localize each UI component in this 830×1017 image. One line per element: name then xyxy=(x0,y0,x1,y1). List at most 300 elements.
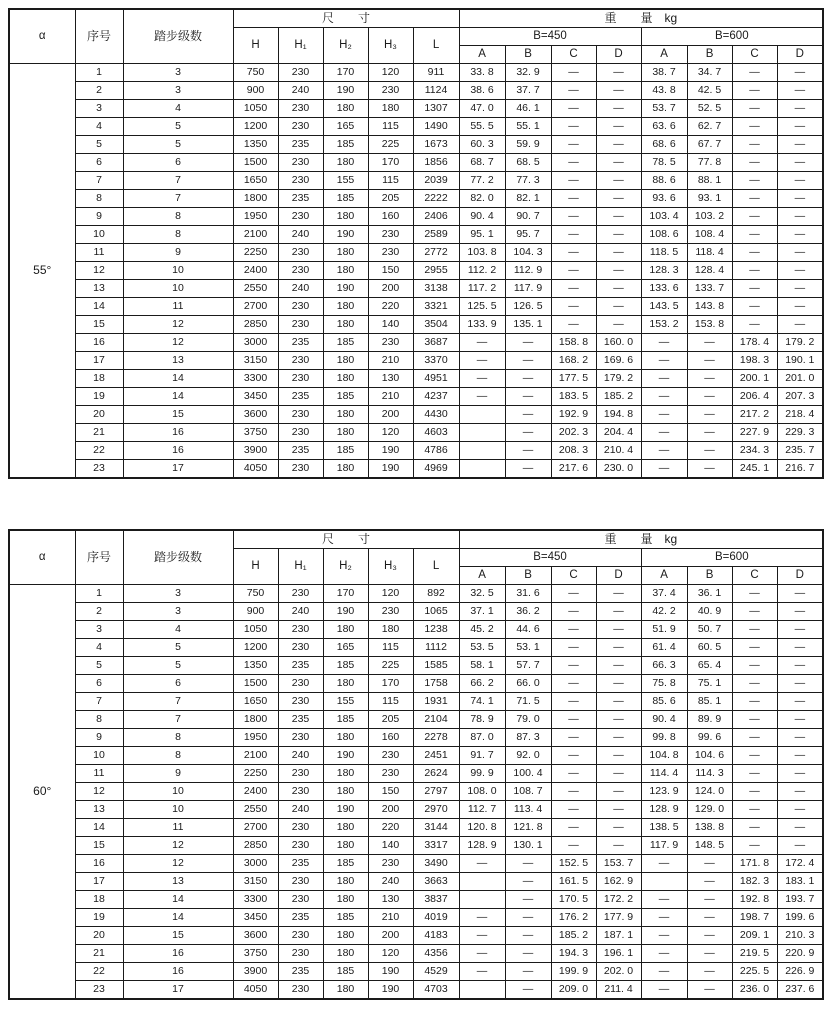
cell: 9 xyxy=(123,244,233,262)
cell: — xyxy=(641,909,687,927)
col-L: L xyxy=(413,549,459,585)
cell: 171. 8 xyxy=(732,855,777,873)
cell: — xyxy=(596,801,641,819)
cell: — xyxy=(732,801,777,819)
cell: 1650 xyxy=(233,172,278,190)
cell: 59. 9 xyxy=(505,136,551,154)
cell: 40. 9 xyxy=(687,603,732,621)
cell: 125. 5 xyxy=(459,298,505,316)
cell: — xyxy=(777,837,823,855)
cell: 85. 1 xyxy=(687,693,732,711)
cell: 95. 1 xyxy=(459,226,505,244)
cell: 900 xyxy=(233,82,278,100)
cell: 209. 0 xyxy=(551,981,596,1000)
cell: — xyxy=(777,765,823,783)
col-H3: H₃ xyxy=(368,28,413,64)
cell: 180 xyxy=(323,424,368,442)
cell: — xyxy=(551,765,596,783)
cell: 8 xyxy=(123,226,233,244)
cell: — xyxy=(505,388,551,406)
cell: — xyxy=(641,963,687,981)
cell: 230 xyxy=(278,675,323,693)
cell: 230 xyxy=(278,370,323,388)
cell: 207. 3 xyxy=(777,388,823,406)
cell: — xyxy=(505,424,551,442)
table-row xyxy=(9,927,823,945)
cell: 230 xyxy=(278,100,323,118)
cell: — xyxy=(732,657,777,675)
cell: — xyxy=(459,855,505,873)
cell: 217. 2 xyxy=(732,406,777,424)
cell: 179. 2 xyxy=(596,370,641,388)
cell: 1800 xyxy=(233,711,278,729)
cell: 130 xyxy=(368,370,413,388)
cell: 227. 9 xyxy=(732,424,777,442)
cell: 4 xyxy=(123,621,233,639)
cell: 201. 0 xyxy=(777,370,823,388)
table-row xyxy=(9,82,823,100)
cell: — xyxy=(596,729,641,747)
cell: — xyxy=(732,765,777,783)
cell: 148. 5 xyxy=(687,837,732,855)
cell: 16 xyxy=(75,334,123,352)
cell: 16 xyxy=(123,945,233,963)
cell: 892 xyxy=(413,585,459,603)
cell: 120 xyxy=(368,424,413,442)
cell: 32. 9 xyxy=(505,64,551,82)
col-H3: H₃ xyxy=(368,549,413,585)
cell: — xyxy=(732,693,777,711)
cell: 37. 4 xyxy=(641,585,687,603)
cell: 210 xyxy=(368,352,413,370)
cell: 85. 6 xyxy=(641,693,687,711)
cell: 240 xyxy=(278,603,323,621)
cell: — xyxy=(596,172,641,190)
cell: 4703 xyxy=(413,981,459,1000)
cell: 230 xyxy=(278,639,323,657)
cell: — xyxy=(687,945,732,963)
cell: 121. 8 xyxy=(505,819,551,837)
cell: 198. 3 xyxy=(732,352,777,370)
cell: 53. 5 xyxy=(459,639,505,657)
cell: — xyxy=(687,370,732,388)
cell: 18 xyxy=(75,370,123,388)
table-row xyxy=(9,424,823,442)
cell: 230. 0 xyxy=(596,460,641,479)
cell: 172. 2 xyxy=(596,891,641,909)
cell: 68. 7 xyxy=(459,154,505,172)
cell: 190. 1 xyxy=(777,352,823,370)
cell: 155 xyxy=(323,693,368,711)
cell: — xyxy=(551,711,596,729)
cell: — xyxy=(551,298,596,316)
cell: 168. 2 xyxy=(551,352,596,370)
cell: 143. 5 xyxy=(641,298,687,316)
cell: 229. 3 xyxy=(777,424,823,442)
cell: 900 xyxy=(233,603,278,621)
table-row xyxy=(9,693,823,711)
table-body-55deg xyxy=(9,64,823,479)
cell: 4050 xyxy=(233,981,278,1000)
cell: 9 xyxy=(123,765,233,783)
cell: 180 xyxy=(323,262,368,280)
cell: 4019 xyxy=(413,909,459,927)
cell: 190 xyxy=(323,226,368,244)
cell: 3837 xyxy=(413,891,459,909)
cell xyxy=(459,442,505,460)
cell: — xyxy=(505,352,551,370)
cell: — xyxy=(687,963,732,981)
cell: — xyxy=(596,747,641,765)
cell: — xyxy=(777,208,823,226)
table-row xyxy=(9,298,823,316)
cell: 198. 7 xyxy=(732,909,777,927)
cell: 170 xyxy=(368,154,413,172)
cell: — xyxy=(459,963,505,981)
cell: 1350 xyxy=(233,657,278,675)
cell: 5 xyxy=(75,136,123,154)
cell: 10 xyxy=(123,801,233,819)
cell: 33. 8 xyxy=(459,64,505,82)
cell: 78. 9 xyxy=(459,711,505,729)
col-b450-B: B xyxy=(505,46,551,64)
cell: 128. 4 xyxy=(687,262,732,280)
cell: 237. 6 xyxy=(777,981,823,1000)
cell: 230 xyxy=(278,927,323,945)
cell: — xyxy=(687,891,732,909)
cell: 7 xyxy=(123,711,233,729)
cell: — xyxy=(596,262,641,280)
cell: 2 xyxy=(75,82,123,100)
cell: 3 xyxy=(123,603,233,621)
cell: 180 xyxy=(323,621,368,639)
cell: 16 xyxy=(123,963,233,981)
cell: 104. 8 xyxy=(641,747,687,765)
table-row xyxy=(9,657,823,675)
cell: 1238 xyxy=(413,621,459,639)
cell: 235 xyxy=(278,711,323,729)
cell: — xyxy=(551,172,596,190)
cell: 177. 9 xyxy=(596,909,641,927)
cell: 178. 4 xyxy=(732,334,777,352)
cell: — xyxy=(777,226,823,244)
cell: 153. 8 xyxy=(687,316,732,334)
cell: 153. 2 xyxy=(641,316,687,334)
table-row xyxy=(9,855,823,873)
cell: 1050 xyxy=(233,100,278,118)
cell: 143. 8 xyxy=(687,298,732,316)
col-b450-A: A xyxy=(459,46,505,64)
cell: 160 xyxy=(368,729,413,747)
cell: — xyxy=(732,837,777,855)
cell: 115 xyxy=(368,693,413,711)
cell: 93. 1 xyxy=(687,190,732,208)
cell: 104. 6 xyxy=(687,747,732,765)
cell: 170. 5 xyxy=(551,891,596,909)
cell: 2955 xyxy=(413,262,459,280)
cell: 138. 5 xyxy=(641,819,687,837)
cell: 12 xyxy=(75,783,123,801)
cell: 205 xyxy=(368,190,413,208)
cell: 87. 3 xyxy=(505,729,551,747)
cell: — xyxy=(551,675,596,693)
cell: 117. 9 xyxy=(641,837,687,855)
cell: 190 xyxy=(323,603,368,621)
cell: — xyxy=(777,154,823,172)
cell: 4 xyxy=(75,118,123,136)
cell: 2550 xyxy=(233,280,278,298)
cell: 169. 6 xyxy=(596,352,641,370)
table-row xyxy=(9,190,823,208)
cell: — xyxy=(596,298,641,316)
cell: 235 xyxy=(278,388,323,406)
table-row xyxy=(9,136,823,154)
cell: 31. 6 xyxy=(505,585,551,603)
cell: 3663 xyxy=(413,873,459,891)
cell: — xyxy=(777,100,823,118)
table-row xyxy=(9,765,823,783)
cell: 133. 6 xyxy=(641,280,687,298)
cell: 14 xyxy=(123,388,233,406)
cell: 150 xyxy=(368,262,413,280)
cell: — xyxy=(505,963,551,981)
cell: — xyxy=(459,927,505,945)
cell: 2222 xyxy=(413,190,459,208)
cell: — xyxy=(551,226,596,244)
cell: 2589 xyxy=(413,226,459,244)
col-b450-D: D xyxy=(596,567,641,585)
cell: 3900 xyxy=(233,442,278,460)
cell: 17 xyxy=(123,981,233,1000)
cell: — xyxy=(641,891,687,909)
steps-header: 踏步级数 xyxy=(123,9,233,64)
cell: 3000 xyxy=(233,334,278,352)
cell: 11 xyxy=(123,819,233,837)
alpha-value: 60° xyxy=(9,585,75,1000)
col-b600-C: C xyxy=(732,46,777,64)
cell: — xyxy=(596,244,641,262)
cell: — xyxy=(596,208,641,226)
cell: 2970 xyxy=(413,801,459,819)
cell: 1931 xyxy=(413,693,459,711)
cell: — xyxy=(732,316,777,334)
cell: — xyxy=(505,927,551,945)
cell: — xyxy=(641,442,687,460)
cell: — xyxy=(777,621,823,639)
cell: 194. 3 xyxy=(551,945,596,963)
cell: 208. 3 xyxy=(551,442,596,460)
cell: 200. 1 xyxy=(732,370,777,388)
cell: 12 xyxy=(123,334,233,352)
col-H1: H₁ xyxy=(278,549,323,585)
cell: 128. 9 xyxy=(641,801,687,819)
cell: 240 xyxy=(278,801,323,819)
cell: 37. 7 xyxy=(505,82,551,100)
cell: 1673 xyxy=(413,136,459,154)
cell: 911 xyxy=(413,64,459,82)
cell: — xyxy=(687,927,732,945)
cell: 140 xyxy=(368,316,413,334)
table-row xyxy=(9,316,823,334)
cell: 10 xyxy=(123,262,233,280)
cell: 1124 xyxy=(413,82,459,100)
cell: — xyxy=(732,729,777,747)
table-row xyxy=(9,262,823,280)
cell: 1350 xyxy=(233,136,278,154)
cell: — xyxy=(641,406,687,424)
cell: 160. 0 xyxy=(596,334,641,352)
cell: 3600 xyxy=(233,406,278,424)
cell: — xyxy=(505,406,551,424)
col-H2: H₂ xyxy=(323,549,368,585)
col-b450-B: B xyxy=(505,567,551,585)
cell: 230 xyxy=(278,424,323,442)
cell: 117. 2 xyxy=(459,280,505,298)
cell: 187. 1 xyxy=(596,927,641,945)
cell: 51. 9 xyxy=(641,621,687,639)
cell: 62. 7 xyxy=(687,118,732,136)
cell: 152. 5 xyxy=(551,855,596,873)
cell: — xyxy=(641,927,687,945)
cell: 225. 5 xyxy=(732,963,777,981)
cell: — xyxy=(551,657,596,675)
cell: 235 xyxy=(278,190,323,208)
cell: 230 xyxy=(278,316,323,334)
cell: — xyxy=(551,64,596,82)
cell: 180 xyxy=(323,729,368,747)
cell: 220 xyxy=(368,819,413,837)
cell: 230 xyxy=(368,603,413,621)
cell: 118. 4 xyxy=(687,244,732,262)
cell: 5 xyxy=(75,657,123,675)
cell: 13 xyxy=(75,801,123,819)
cell: 3750 xyxy=(233,945,278,963)
cell: 230 xyxy=(278,585,323,603)
cell: 53. 7 xyxy=(641,100,687,118)
cell: 230 xyxy=(278,244,323,262)
cell: 240 xyxy=(368,873,413,891)
cell: 162. 9 xyxy=(596,873,641,891)
steps-header: 踏步级数 xyxy=(123,530,233,585)
cell: 16 xyxy=(123,424,233,442)
cell: 22 xyxy=(75,442,123,460)
cell: — xyxy=(687,442,732,460)
cell: 74. 1 xyxy=(459,693,505,711)
cell: 5 xyxy=(123,639,233,657)
cell: — xyxy=(777,819,823,837)
cell: — xyxy=(596,154,641,172)
weight-header: 重 量 kg xyxy=(459,530,823,549)
cell: 36. 1 xyxy=(687,585,732,603)
cell: — xyxy=(777,603,823,621)
cell: 158. 8 xyxy=(551,334,596,352)
cell: 2250 xyxy=(233,244,278,262)
cell: 180 xyxy=(368,100,413,118)
cell: 200 xyxy=(368,406,413,424)
cell: — xyxy=(459,352,505,370)
cell: 4356 xyxy=(413,945,459,963)
cell: — xyxy=(777,298,823,316)
cell: — xyxy=(551,783,596,801)
cell: — xyxy=(732,280,777,298)
cell: 206. 4 xyxy=(732,388,777,406)
cell: 3150 xyxy=(233,352,278,370)
cell: 150 xyxy=(368,783,413,801)
cell: — xyxy=(777,783,823,801)
cell: — xyxy=(687,909,732,927)
cell: — xyxy=(596,585,641,603)
cell: — xyxy=(732,190,777,208)
cell: 115 xyxy=(368,118,413,136)
cell: — xyxy=(687,334,732,352)
cell: — xyxy=(596,136,641,154)
cell: 99. 9 xyxy=(459,765,505,783)
cell: 176. 2 xyxy=(551,909,596,927)
cell: 6 xyxy=(75,154,123,172)
table-row xyxy=(9,891,823,909)
cell: 88. 6 xyxy=(641,172,687,190)
cell: 120 xyxy=(368,945,413,963)
cell: 180 xyxy=(323,945,368,963)
cell: 4603 xyxy=(413,424,459,442)
table-row xyxy=(9,226,823,244)
col-H: H xyxy=(233,28,278,64)
col-b450-D: D xyxy=(596,46,641,64)
cell: 108. 7 xyxy=(505,783,551,801)
cell: 170 xyxy=(323,585,368,603)
cell: 12 xyxy=(123,837,233,855)
cell: 90. 7 xyxy=(505,208,551,226)
b450-header: B=450 xyxy=(459,549,641,567)
cell: 8 xyxy=(123,208,233,226)
cell: 192. 8 xyxy=(732,891,777,909)
cell: 2624 xyxy=(413,765,459,783)
cell: 234. 3 xyxy=(732,442,777,460)
cell: 230 xyxy=(278,118,323,136)
cell: — xyxy=(641,424,687,442)
cell: 13 xyxy=(123,873,233,891)
cell: 205 xyxy=(368,711,413,729)
table-row xyxy=(9,603,823,621)
cell: 202. 3 xyxy=(551,424,596,442)
cell: 200 xyxy=(368,927,413,945)
weight-header: 重 量 kg xyxy=(459,9,823,28)
cell: — xyxy=(551,639,596,657)
cell: 180 xyxy=(323,675,368,693)
cell: 230 xyxy=(368,82,413,100)
cell: 2 xyxy=(75,603,123,621)
cell: — xyxy=(596,82,641,100)
cell: 219. 5 xyxy=(732,945,777,963)
cell: 126. 5 xyxy=(505,298,551,316)
cell: — xyxy=(777,244,823,262)
cell: 1650 xyxy=(233,693,278,711)
cell: — xyxy=(505,873,551,891)
cell: 90. 4 xyxy=(459,208,505,226)
cell: 230 xyxy=(278,981,323,1000)
cell: — xyxy=(777,711,823,729)
cell: — xyxy=(732,639,777,657)
cell: 10 xyxy=(123,280,233,298)
cell: 114. 3 xyxy=(687,765,732,783)
cell: 7 xyxy=(123,190,233,208)
col-b600-B: B xyxy=(687,567,732,585)
table-row xyxy=(9,280,823,298)
cell: 180 xyxy=(323,352,368,370)
cell: 66. 3 xyxy=(641,657,687,675)
cell: 45. 2 xyxy=(459,621,505,639)
cell: 230 xyxy=(278,819,323,837)
